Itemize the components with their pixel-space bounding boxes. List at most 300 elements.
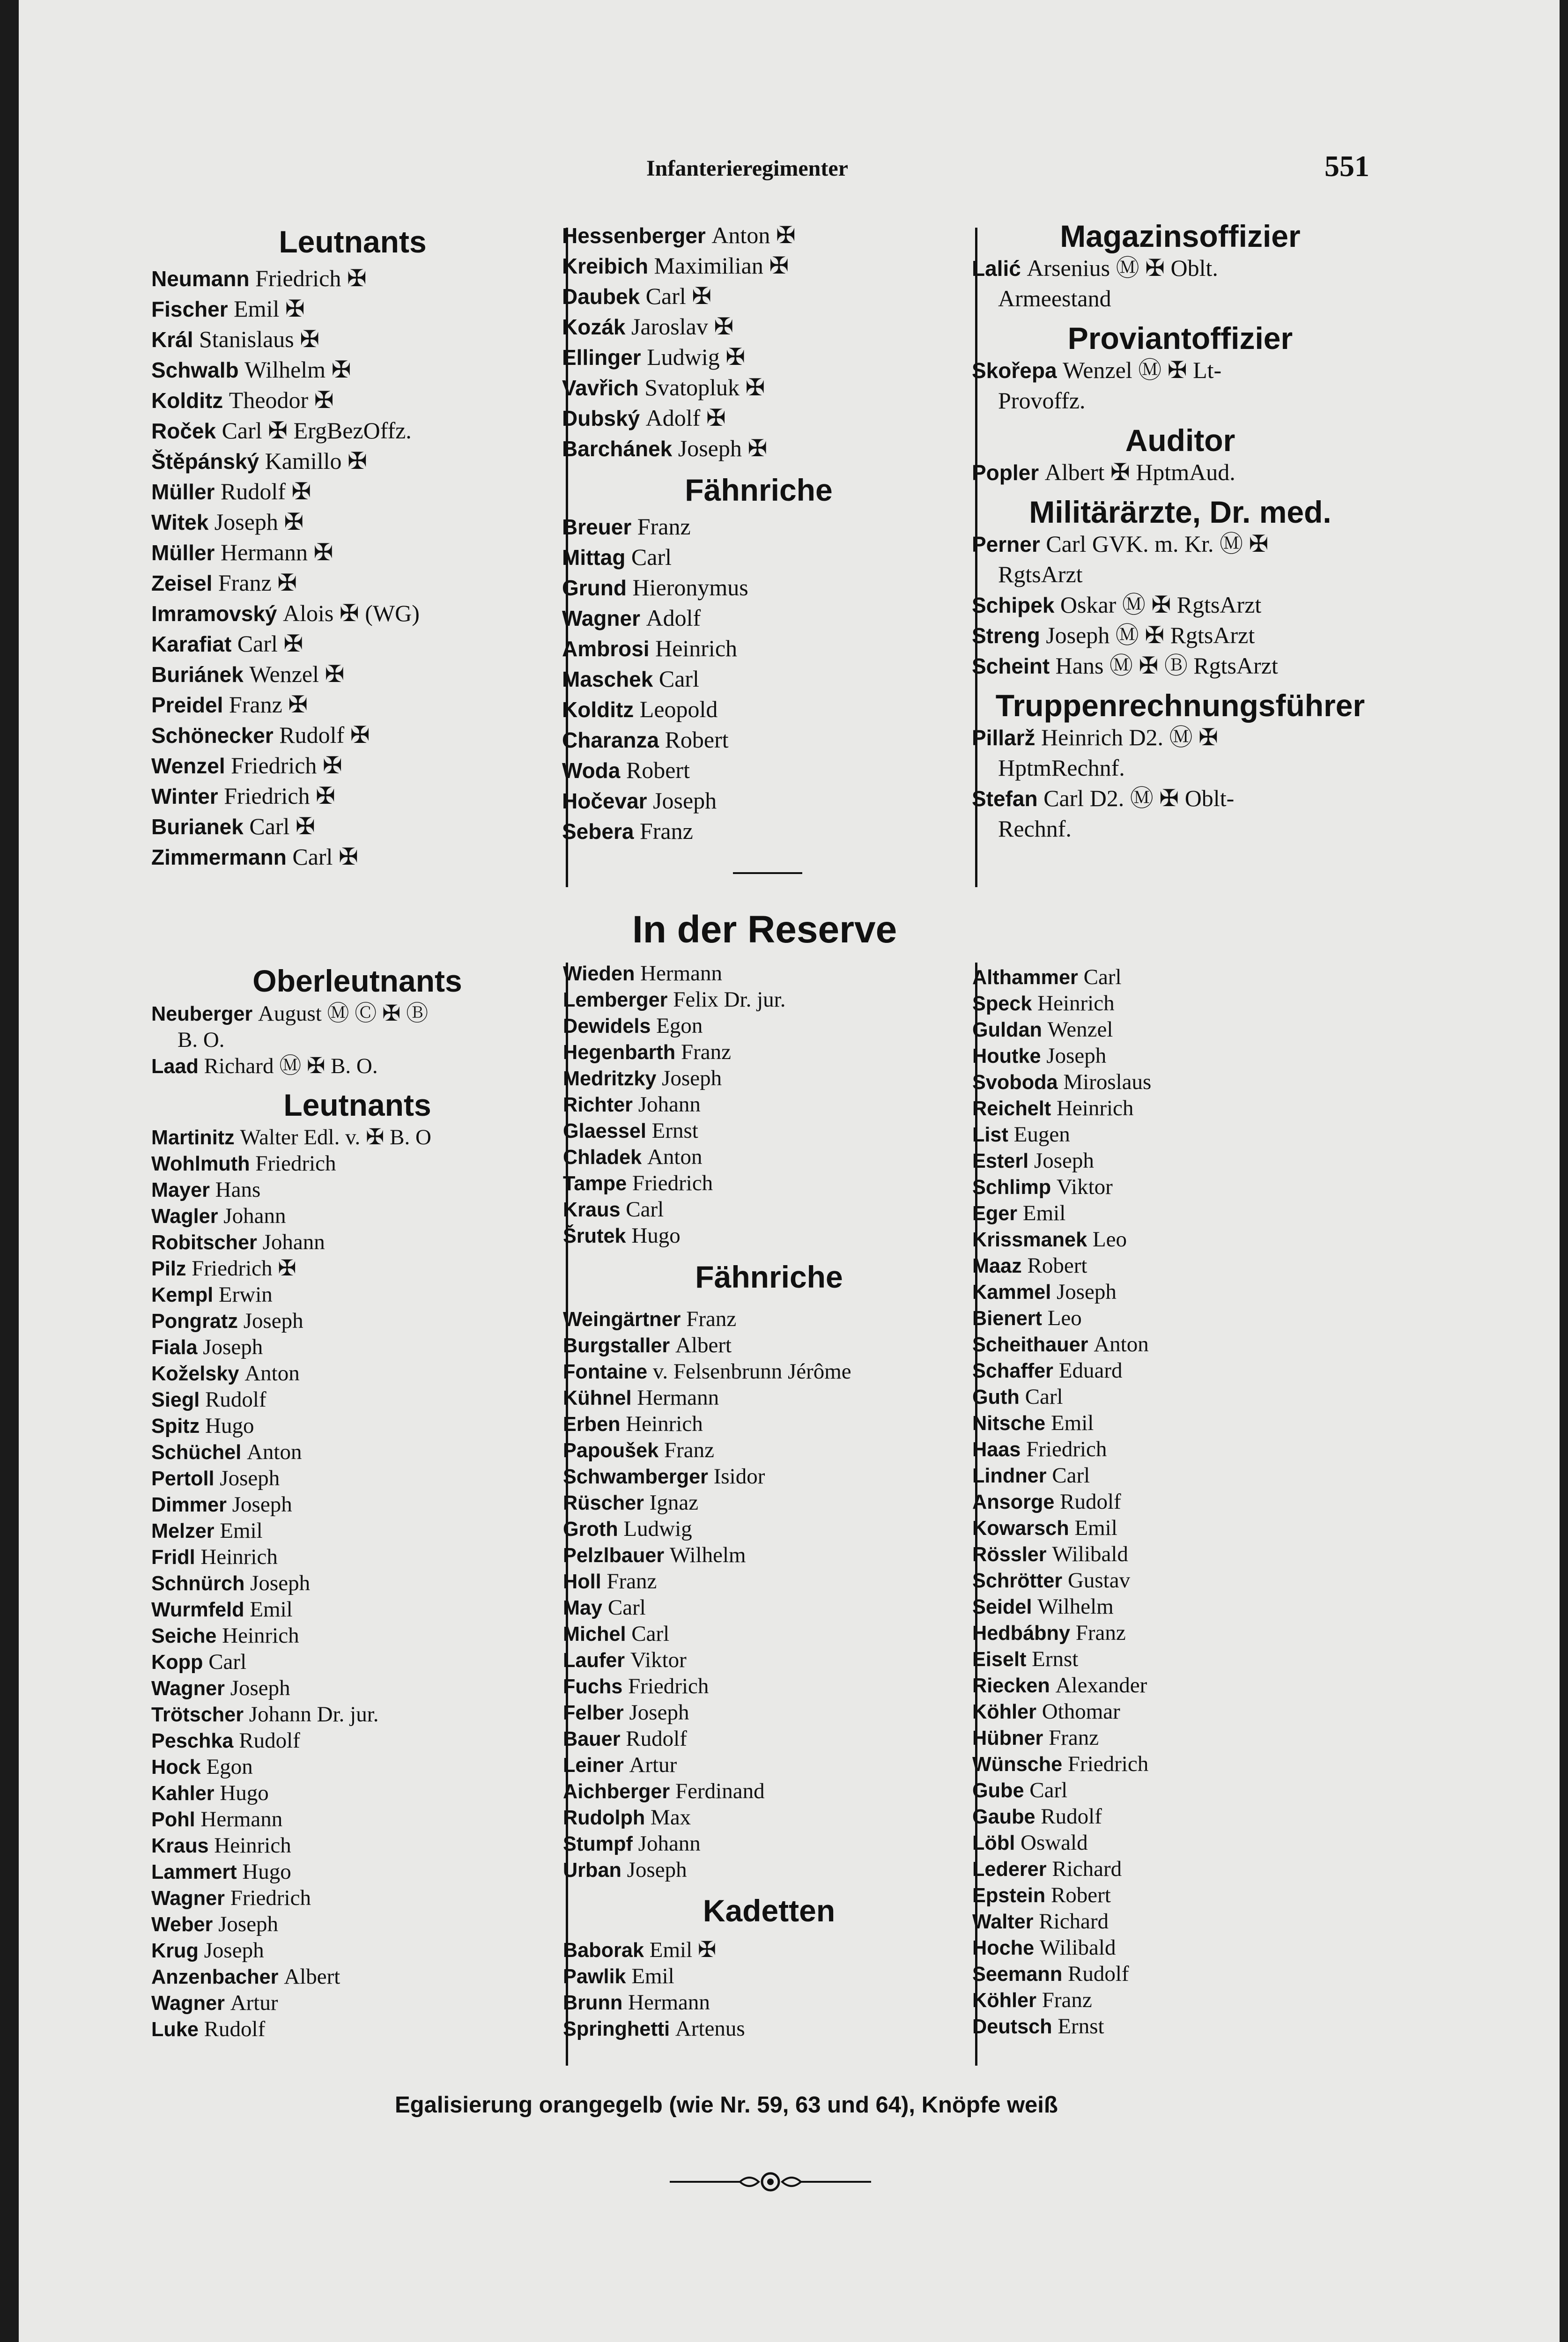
surname: Witek xyxy=(151,510,209,534)
entry-row xyxy=(151,1001,563,1027)
surname: Burgstaller xyxy=(563,1334,670,1357)
surname: Hegenbarth xyxy=(563,1041,676,1064)
entry-row xyxy=(972,1148,1384,1174)
surname: Šrutek xyxy=(563,1225,626,1247)
section-heading: Fähnriche xyxy=(685,473,833,507)
surname: Fuchs xyxy=(563,1675,623,1698)
given-name: Wenzel xyxy=(1063,357,1132,383)
surname: Woda xyxy=(562,758,621,783)
entry-row xyxy=(151,1649,563,1675)
given-name: Wenzel xyxy=(249,661,319,687)
entry-row xyxy=(972,1279,1384,1305)
surname: Rössler xyxy=(972,1543,1047,1566)
entry-row xyxy=(972,1646,1384,1672)
entry-row xyxy=(972,990,1384,1016)
entry-row xyxy=(151,1282,563,1308)
given-name: Hugo xyxy=(631,1223,680,1248)
surname: Winter xyxy=(151,784,218,808)
decorations: ✠ xyxy=(333,844,358,870)
running-head: Infanterieregimenter xyxy=(646,156,848,181)
given-name: Heinrich xyxy=(626,1412,703,1436)
decorations: ✠ xyxy=(319,661,345,687)
decorations: ✠ xyxy=(741,435,768,461)
given-name: Franz xyxy=(1049,1726,1099,1750)
reserve-officers-column xyxy=(151,957,563,2042)
given-name: Joseph xyxy=(629,1700,689,1725)
surname: Dubský xyxy=(562,406,640,430)
surname: Tampe xyxy=(563,1172,627,1195)
entry-row xyxy=(972,651,1389,681)
surname: Kraus xyxy=(151,1835,209,1857)
entry-row xyxy=(563,1937,975,1963)
surname: Štěpánský xyxy=(151,449,259,474)
entry-row xyxy=(972,1777,1384,1803)
section-heading: Fähnriche xyxy=(695,1260,843,1294)
entry-row xyxy=(151,1832,563,1859)
surname: Schwalb xyxy=(151,358,239,382)
entry-row xyxy=(151,446,554,476)
decorations: ✠ HptmAud. xyxy=(1104,459,1235,485)
decorations: ✠ xyxy=(308,539,333,565)
entry-row xyxy=(151,1806,563,1832)
surname: Esterl xyxy=(972,1150,1029,1172)
given-name: Anton xyxy=(1094,1332,1149,1356)
entry-row xyxy=(563,1989,975,2016)
surname: Eger xyxy=(972,1202,1018,1225)
surname: Richter xyxy=(563,1094,633,1116)
entry-row xyxy=(972,2013,1384,2039)
surname: Trötscher xyxy=(151,1704,244,1726)
entry-row xyxy=(972,1174,1384,1200)
decorations: ✠ xyxy=(341,448,367,474)
given-name: Carl xyxy=(1046,531,1087,557)
entry-row xyxy=(151,294,554,324)
given-name: Othomar xyxy=(1042,1699,1120,1724)
surname: Nitsche xyxy=(972,1412,1046,1435)
surname: Papoušek xyxy=(563,1439,659,1462)
entry-row xyxy=(563,1411,975,1437)
given-name: Miroslaus xyxy=(1063,1070,1152,1094)
entry-row xyxy=(562,251,955,281)
given-name: Johann xyxy=(638,1092,701,1117)
surname: Kreibich xyxy=(562,254,649,278)
entry-row xyxy=(151,1727,563,1754)
entry-row xyxy=(972,1357,1384,1384)
surname: Dimmer xyxy=(151,1494,227,1516)
entry-row xyxy=(972,1436,1384,1462)
entry-row xyxy=(562,342,955,372)
surname: Schönecker xyxy=(151,723,274,748)
given-name: Friedrich xyxy=(224,783,310,809)
entry-row xyxy=(151,1544,563,1570)
entry-row xyxy=(562,372,955,403)
surname: Weber xyxy=(151,1913,213,1936)
entry-row xyxy=(562,755,955,786)
given-name: Hugo xyxy=(242,1860,291,1884)
entry-row xyxy=(151,659,554,689)
given-name: Franz xyxy=(639,818,693,844)
entry-row xyxy=(563,1831,975,1857)
entry-row xyxy=(563,1196,975,1223)
given-name: Franz xyxy=(218,570,272,596)
given-name: Ignaz xyxy=(649,1490,699,1515)
given-name: Emil xyxy=(1074,1516,1117,1540)
surname: Streng xyxy=(972,623,1040,648)
surname: Zimmermann xyxy=(151,845,287,869)
given-name: Friedrich xyxy=(192,1256,273,1281)
given-name: Richard xyxy=(204,1054,274,1078)
entry-row xyxy=(151,1623,563,1649)
entry-list xyxy=(972,253,1389,314)
entry-row xyxy=(972,1830,1384,1856)
decorations: GVK. m. Kr. Ⓜ ✠ xyxy=(1086,531,1269,557)
given-name: Joseph xyxy=(627,1858,687,1882)
surname: Hedbábny xyxy=(972,1622,1070,1645)
given-name: Joseph xyxy=(203,1335,263,1359)
surname: Gube xyxy=(972,1779,1024,1802)
given-name: Joseph xyxy=(1056,1280,1117,1304)
entry-row xyxy=(972,1462,1384,1489)
entry-row xyxy=(151,811,554,842)
surname: Krissmanek xyxy=(972,1229,1087,1251)
given-name: Hans xyxy=(215,1178,261,1202)
given-name: Hermann xyxy=(628,1990,710,2015)
entry-row xyxy=(151,1596,563,1623)
given-name: Joseph xyxy=(243,1309,303,1333)
given-name: Hieronymus xyxy=(632,574,748,600)
entry-row xyxy=(972,457,1389,488)
given-name: Rudolf xyxy=(239,1728,300,1753)
entry-row xyxy=(563,1568,975,1594)
entry-row xyxy=(972,1725,1384,1751)
entry-row xyxy=(562,220,955,251)
entry-row xyxy=(972,1541,1384,1567)
surname: Kozák xyxy=(562,315,626,339)
given-name: Arsenius xyxy=(1027,255,1110,281)
section-heading: Leutnants xyxy=(279,224,427,259)
surname: Scheint xyxy=(972,654,1050,678)
surname: Kolditz xyxy=(151,388,223,413)
entry-row xyxy=(972,1200,1384,1226)
entry-row xyxy=(151,385,554,415)
entry-row xyxy=(151,689,554,720)
entry-row xyxy=(563,1223,975,1249)
surname: Seiche xyxy=(151,1625,217,1647)
given-name: Carl xyxy=(292,844,333,870)
surname: Wieden xyxy=(563,963,635,985)
given-name: Joseph xyxy=(653,787,717,814)
entry-row xyxy=(972,529,1389,559)
surname: Melzer xyxy=(151,1520,214,1542)
given-name: Carl xyxy=(658,666,699,692)
surname: Gaube xyxy=(972,1806,1035,1828)
surname: Sebera xyxy=(562,819,634,844)
surname: Maaz xyxy=(972,1255,1022,1277)
surname: Löbl xyxy=(972,1832,1015,1854)
given-name: Rudolf xyxy=(205,1387,266,1412)
decorations: ✠ xyxy=(719,344,746,370)
given-name: Friedrich xyxy=(1067,1752,1149,1776)
surname: Kolditz xyxy=(562,697,634,722)
given-name: Oskar xyxy=(1060,592,1117,618)
entry-row xyxy=(151,781,554,811)
surname: Pertoll xyxy=(151,1467,214,1490)
given-name: Wilhelm xyxy=(670,1543,746,1567)
entry-row xyxy=(972,253,1389,283)
entry-row xyxy=(563,960,975,986)
surname: Wagner xyxy=(151,1677,225,1700)
given-name: Ernst xyxy=(651,1119,698,1143)
surname: Wenzel xyxy=(151,754,225,778)
given-name: Theodor xyxy=(229,387,309,413)
surname: Althammer xyxy=(972,966,1078,989)
surname: Schlimp xyxy=(972,1176,1051,1199)
section-heading: Kadetten xyxy=(703,1893,836,1928)
surname: Müller xyxy=(151,480,215,504)
entry-list xyxy=(972,529,1389,681)
surname: Wagner xyxy=(151,1992,225,2015)
given-name: Eduard xyxy=(1058,1358,1123,1383)
surname: Martinitz xyxy=(151,1127,235,1149)
surname: Wohlmuth xyxy=(151,1153,250,1175)
entry-row xyxy=(151,598,554,629)
reserve-right-column xyxy=(972,964,1384,2039)
entry-continuation: Rechnf. xyxy=(998,815,1072,842)
entry-row xyxy=(562,786,955,816)
surname: Wurmfeld xyxy=(151,1599,244,1621)
surname: Popler xyxy=(972,460,1039,485)
entry-row xyxy=(151,1053,563,1079)
given-name: Heinrich xyxy=(655,635,738,661)
entry-row xyxy=(562,725,955,755)
surname: Schaffer xyxy=(972,1360,1054,1382)
entry-row xyxy=(151,1937,563,1964)
entry-row xyxy=(972,1069,1384,1095)
given-name: Carl xyxy=(626,1197,664,1222)
entry-row xyxy=(562,403,955,433)
surname: Lammert xyxy=(151,1861,237,1883)
entry-row xyxy=(151,507,554,537)
surname: Baborak xyxy=(563,1939,644,1962)
surname: Eiselt xyxy=(972,1648,1027,1671)
surname: Peschka xyxy=(151,1730,234,1752)
given-name: Franz xyxy=(606,1569,657,1593)
surname: Robitscher xyxy=(151,1231,257,1254)
entry-row xyxy=(563,1699,975,1726)
surname: Guth xyxy=(972,1386,1020,1408)
entry-row xyxy=(563,1039,975,1065)
entry-row xyxy=(563,1065,975,1091)
given-name: Emil xyxy=(250,1597,293,1622)
surname: Fiala xyxy=(151,1336,198,1359)
surname: Ansorge xyxy=(972,1491,1055,1513)
entry-row xyxy=(151,2016,563,2042)
given-name: Robert xyxy=(1050,1883,1111,1907)
decorations: ✠ xyxy=(317,752,342,778)
entry-list xyxy=(562,511,955,846)
entry-row xyxy=(151,1255,563,1282)
given-name: Heinrich xyxy=(1056,1096,1134,1120)
surname: Urban xyxy=(563,1859,621,1882)
section-heading: Auditor xyxy=(1125,423,1235,458)
entry-row xyxy=(562,572,955,603)
decorations: ✠ xyxy=(279,296,305,322)
surname: Weingärtner xyxy=(563,1308,681,1331)
surname: Imramovský xyxy=(151,601,277,626)
decorations: ✠ xyxy=(344,722,370,748)
surname: Medritzky xyxy=(563,1067,657,1090)
surname: Anzenbacher xyxy=(151,1966,279,1988)
entry-row xyxy=(972,1672,1384,1698)
entry-row xyxy=(563,1118,975,1144)
surname: Schwamberger xyxy=(563,1466,708,1488)
entry-row xyxy=(563,1963,975,1989)
decorations: ✠ xyxy=(285,478,311,504)
surname: Kempl xyxy=(151,1284,214,1306)
ornament-divider xyxy=(670,2168,871,2196)
entry-list xyxy=(972,964,1384,2039)
given-name: Emil xyxy=(234,296,280,322)
entry-row xyxy=(562,664,955,694)
given-name: Ferdinand xyxy=(675,1779,765,1803)
entry-row xyxy=(151,1780,563,1806)
entry-row xyxy=(151,1859,563,1885)
entry-row xyxy=(972,964,1384,990)
surname: Leiner xyxy=(563,1754,624,1777)
entry-row xyxy=(563,1463,975,1490)
given-name: Johann xyxy=(638,1831,701,1856)
entry-row xyxy=(562,542,955,572)
entry-row xyxy=(972,1410,1384,1436)
given-name: Johann xyxy=(262,1230,325,1254)
surname: Roček xyxy=(151,419,216,443)
surname: Maschek xyxy=(562,667,653,691)
decorations: ✠ B. O xyxy=(360,1125,431,1149)
entry-list xyxy=(151,1001,563,1079)
surname: Guldan xyxy=(972,1019,1042,1041)
given-name: Wilibald xyxy=(1039,1935,1116,1960)
given-name: Carl xyxy=(249,813,290,839)
entry-row xyxy=(972,1305,1384,1331)
entry-row xyxy=(562,281,955,311)
given-name: Stanislaus xyxy=(199,326,294,352)
surname: Erben xyxy=(563,1413,621,1436)
decorations: ✠ xyxy=(708,313,734,340)
entry-row xyxy=(562,311,955,342)
decorations: ✠ xyxy=(341,265,367,291)
surname: Laufer xyxy=(563,1649,625,1672)
given-name: Carl xyxy=(607,1595,646,1620)
given-name: Franz xyxy=(229,691,282,718)
entry-row xyxy=(972,1934,1384,1961)
entry-row xyxy=(151,1229,563,1255)
entry-row xyxy=(972,1016,1384,1043)
given-name: Adolf xyxy=(645,405,701,431)
given-name: Artenus xyxy=(675,2016,745,2041)
given-name: Franz xyxy=(637,513,691,540)
surname: Dewidels xyxy=(563,1015,651,1038)
entry-row xyxy=(972,1095,1384,1121)
surname: Glaessel xyxy=(563,1120,646,1142)
entry-row xyxy=(972,1961,1384,1987)
surname: Wagler xyxy=(151,1205,218,1228)
entry-list xyxy=(563,1306,975,1883)
surname: Pohl xyxy=(151,1808,195,1831)
given-name: Richard xyxy=(1039,1909,1109,1934)
surname: Kammel xyxy=(972,1281,1051,1304)
page-number: 551 xyxy=(1324,149,1369,183)
given-name: Joseph xyxy=(1046,1044,1107,1068)
given-name: Joseph xyxy=(250,1571,311,1595)
entry-row xyxy=(563,1332,975,1358)
given-name: Robert xyxy=(626,757,690,783)
given-name: Anton xyxy=(711,222,770,248)
surname: Walter xyxy=(972,1911,1034,1933)
entry-row xyxy=(972,590,1389,620)
surname: Scheithauer xyxy=(972,1334,1088,1356)
entry-row xyxy=(563,1437,975,1463)
surname: Burianek xyxy=(151,815,244,839)
surname: Mittag xyxy=(562,545,626,570)
given-name: Franz xyxy=(1042,1988,1092,2012)
given-name: Gustav xyxy=(1067,1568,1131,1593)
entry-row xyxy=(563,1673,975,1699)
entry-row xyxy=(972,1567,1384,1593)
decorations: ✠ xyxy=(271,570,297,596)
footer-note: Egalisierung orangegelb (wie Nr. 59, 63 und 64), Knöpfe weiß xyxy=(395,2092,1058,2118)
book-page xyxy=(19,0,1560,2342)
decorations: ✠ xyxy=(272,1256,296,1281)
decorations: Ⓜ ✠ Ⓑ RgtsArzt xyxy=(1103,652,1278,679)
entry-row xyxy=(151,263,554,294)
given-name: Hugo xyxy=(205,1414,254,1438)
entry-row xyxy=(972,620,1389,651)
surname: Daubek xyxy=(562,284,640,309)
surname: Pillarž xyxy=(972,726,1035,750)
given-name: Joseph xyxy=(214,509,278,535)
surname: Ellinger xyxy=(562,345,641,370)
entry-row xyxy=(563,1752,975,1778)
given-name: Rudolf xyxy=(626,1727,687,1751)
surname: Krug xyxy=(151,1940,199,1962)
surname: Reichelt xyxy=(972,1097,1051,1120)
given-name: Alois xyxy=(283,600,334,626)
entry-row xyxy=(563,986,975,1013)
given-name: Kamillo xyxy=(265,448,342,474)
given-name: Anton xyxy=(244,1361,300,1386)
surname: Kraus xyxy=(563,1199,621,1221)
section-heading: Truppenrechnungsführer xyxy=(995,688,1365,723)
decorations: ✠ xyxy=(686,283,712,309)
given-name: Rudolf xyxy=(279,722,345,748)
entry-row xyxy=(562,433,955,464)
entry-row xyxy=(563,2016,975,2042)
given-name: Carl xyxy=(631,544,672,570)
decorations: ✠ xyxy=(289,813,315,839)
entry-row xyxy=(151,720,554,750)
given-name: Carl xyxy=(1052,1463,1090,1488)
entry-row xyxy=(151,1386,563,1413)
given-name: Emil xyxy=(631,1964,674,1988)
given-name: Anton xyxy=(246,1440,302,1464)
surname: Perner xyxy=(972,532,1040,556)
given-name: Max xyxy=(651,1805,691,1830)
given-name: Viktor xyxy=(630,1648,687,1672)
surname: Michel xyxy=(563,1623,626,1645)
given-name: Anton xyxy=(647,1145,703,1169)
surname: Bauer xyxy=(563,1728,621,1750)
surname: Kowarsch xyxy=(972,1517,1069,1540)
